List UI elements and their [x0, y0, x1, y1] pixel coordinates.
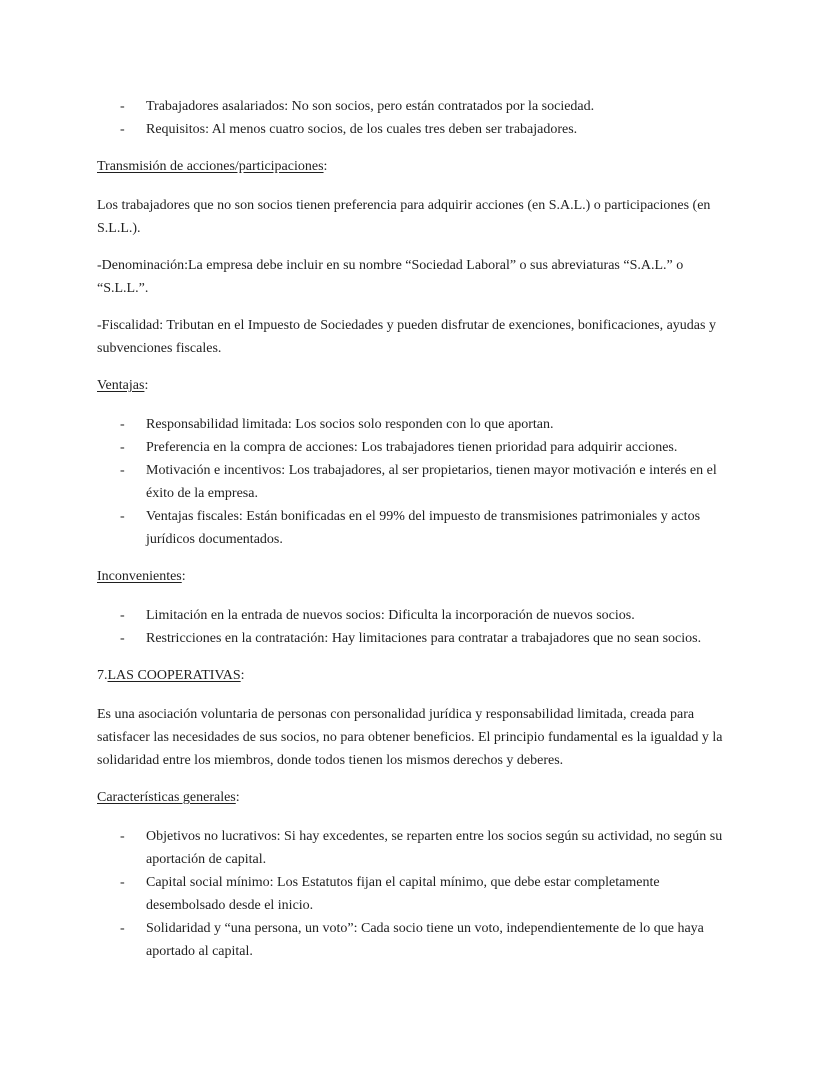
bullet: - — [120, 509, 125, 524]
list-item — [97, 459, 727, 505]
list-item — [97, 413, 727, 436]
cooperativas-heading — [97, 664, 727, 687]
intro-list — [97, 95, 727, 141]
heading-colon: : — [235, 790, 240, 805]
list-item-text: Restricciones en la contratación: Hay limitaciones para contratar a trabajadores que no sean socios. — [146, 631, 702, 646]
list-item — [97, 825, 727, 871]
inconvenientes-list — [97, 604, 727, 650]
bullet: - — [120, 122, 125, 137]
bullet: - — [120, 99, 125, 114]
caracteristicas-heading-text: Características generales — [97, 790, 236, 805]
cooperativas-heading-text: LAS COOPERATIVAS — [107, 668, 241, 683]
list-item-text: Responsabilidad limitada: Los socios solo responden con lo que aportan. — [146, 417, 554, 432]
list-item — [97, 604, 727, 627]
list-item-text: Limitación en la entrada de nuevos socios: Dificulta la incorporación de nuevos socios. — [146, 608, 635, 623]
heading-colon: : — [240, 668, 245, 683]
bullet: - — [120, 631, 125, 646]
bullet: - — [120, 463, 125, 478]
heading-colon: : — [323, 159, 328, 174]
bullet: - — [120, 440, 125, 455]
list-item-text: Trabajadores asalariados: No son socios, pero están contratados por la sociedad. — [146, 99, 595, 114]
cooperativas-paragraph: Es una asociación voluntaria de personas con personalidad jurídica y responsabilidad limitada, creada para satisfacer las necesidades de sus socios, no para obtener beneficios. El principio fundamental es la igualdad y la solidaridad entre los miembros, donde todos tienen los mismos derechos y deberes. — [97, 707, 723, 768]
inconvenientes-heading-text: Inconvenientes — [97, 569, 182, 584]
heading-colon: : — [181, 569, 186, 584]
list-item — [97, 627, 727, 650]
denominacion-paragraph: -Denominación:La empresa debe incluir en su nombre “Sociedad Laboral” o sus abreviaturas “S.A.L.” o “S.L.L.”. — [97, 258, 684, 296]
document-page — [97, 95, 727, 977]
list-item-text: Solidaridad y “una persona, un voto”: Cada socio tiene un voto, independientemente de lo que haya aportado al capital. — [146, 921, 704, 959]
list-item-text: Ventajas fiscales: Están bonificadas en el 99% del impuesto de transmisiones patrimoniales y actos jurídicos documentados. — [146, 509, 701, 547]
transmision-paragraph: Los trabajadores que no son socios tienen preferencia para adquirir acciones (en S.A.L.) o participaciones (en S.L.L.). — [97, 198, 711, 236]
section-number: 7. — [97, 668, 108, 683]
transmision-heading — [97, 155, 727, 178]
list-item — [97, 505, 727, 551]
ventajas-heading-text: Ventajas — [97, 378, 145, 393]
caracteristicas-list — [97, 825, 727, 963]
bullet: - — [120, 608, 125, 623]
ventajas-heading — [97, 374, 727, 397]
list-item — [97, 436, 727, 459]
bullet: - — [120, 417, 125, 432]
list-item — [97, 95, 727, 118]
list-item-text: Objetivos no lucrativos: Si hay excedentes, se reparten entre los socios según su actividad, no según su aportación de capital. — [146, 829, 723, 867]
list-item — [97, 118, 727, 141]
fiscalidad-paragraph: -Fiscalidad: Tributan en el Impuesto de Sociedades y pueden disfrutar de exenciones, bonificaciones, ayudas y subvenciones fiscales. — [97, 318, 716, 356]
list-item-text: Motivación e incentivos: Los trabajadores, al ser propietarios, tienen mayor motivación e interés en el éxito de la empresa. — [146, 463, 717, 501]
bullet: - — [120, 921, 125, 936]
list-item-text: Preferencia en la compra de acciones: Los trabajadores tienen prioridad para adquirir acciones. — [146, 440, 678, 455]
caracteristicas-heading — [97, 786, 727, 809]
transmision-heading-text: Transmisión de acciones/participaciones — [97, 159, 324, 174]
list-item — [97, 871, 727, 917]
bullet: - — [120, 829, 125, 844]
ventajas-list — [97, 413, 727, 551]
list-item-text: Capital social mínimo: Los Estatutos fijan el capital mínimo, que debe estar completamente desembolsado desde el inicio. — [146, 875, 660, 913]
list-item — [97, 917, 727, 963]
bullet: - — [120, 875, 125, 890]
list-item-text: Requisitos: Al menos cuatro socios, de los cuales tres deben ser trabajadores. — [146, 122, 578, 137]
inconvenientes-heading — [97, 565, 727, 588]
heading-colon: : — [144, 378, 149, 393]
